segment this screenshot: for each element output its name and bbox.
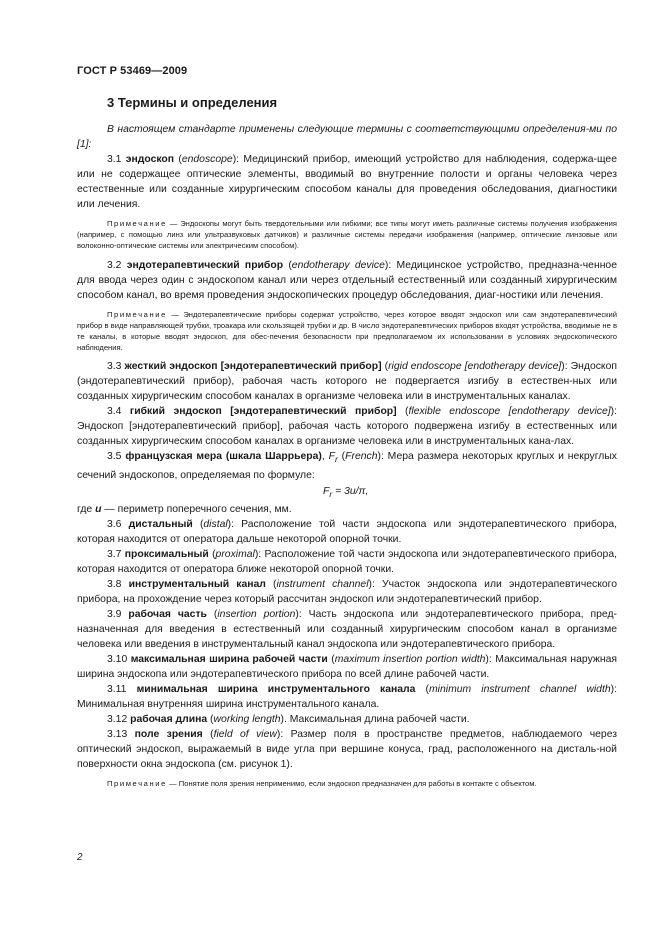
definition-3-11: 3.11 минимальная ширина инструментального канала (minimum instrument channel width): Минимальная внутренняя ширина инструментального канала. <box>77 683 617 710</box>
definition-3-13: 3.13 поле зрения (field of view): Размер поля в пространстве предметов, наблюдаемого через оптический эндоскоп, выражаемый в виде угла при вершине конуса, град, расположенного на дисталь-ной поверхности окна эндоскопа (см. рисунок 1). <box>77 728 618 770</box>
note-2 <box>77 309 617 354</box>
definition-3-2: 3.2 эндотерапевтический прибор (endotherapy device): Медицинское устройство, предназна-ченное для ввода через один с эндоскопом канал или через отдельный естественный или созданный хирургическим способом канал, во время проведения эндоскопических процедур обследования, диаг-ностики или лечения. <box>77 259 617 301</box>
definition-text: : Эндоскоп [эндотерапевтический прибор], рабочая часть которого подвержена изгибу в естественных или созданных хирургическим способом каналах в организме человека или в инструментальных кана-лах. <box>77 406 617 448</box>
definition-english: French <box>345 451 378 463</box>
formula: $F_r = 3u/\pi$, <box>323 485 369 499</box>
definition-term: максимальная ширина рабочей части <box>130 653 328 665</box>
definition-text: : Медицинский прибор, имеющий устройство для наблюдения, содержа-щее или не содержащее оптические элементы, вводимый во внутренние полости и органы человека через естественные или созданные хирургическим способом каналы для проведения обследования, диагностики или лечения. <box>77 154 617 210</box>
definition-term: жесткий эндоскоп [эндотерапевтический прибор] <box>124 361 382 373</box>
note-1 <box>77 218 617 252</box>
definition-term: поле зрения <box>134 728 203 740</box>
note-label: Примечание <box>107 219 167 228</box>
definition-english: flexible endoscope [endotherapy device] <box>408 406 611 418</box>
definition-3-6: 3.6 дистальный (distal): Расположение той части эндоскопа или эндотерапевтического прибора, которая находится от оператора дальше некоторой опорной точки. <box>77 518 617 545</box>
definition-term: проксимальный <box>124 548 209 560</box>
note-text: — Эндоскопы могут быть твердотельными или гибкими; все типы могут иметь различные системы получения изображения (например, с помощью линз или ультразвуковых датчиков) и различные системы передачи изображения (например, оптические линзовые или волоконно-оптические системы или электрическим способом). <box>77 219 617 251</box>
definition-text: . Максимальная длина рабочей части. <box>284 713 470 725</box>
definition-number: 3.7 <box>107 548 122 560</box>
definition-term: эндотерапевтический прибор <box>126 259 284 271</box>
definition-number: 3.6 <box>107 518 122 530</box>
note-3 <box>77 778 617 789</box>
formula-where: где u — периметр поперечного сечения, мм. <box>77 503 292 515</box>
definition-english: endotherapy device <box>291 259 385 271</box>
definition-english: insertion portion <box>217 608 296 620</box>
definition-3-4: 3.4 гибкий эндоскоп [эндотерапевтический прибор] (flexible endoscope [endotherapy device]): Эндоскоп [эндотерапевтический прибор], рабочая часть которого подвержена изгибу в естественных или созданных хирургическим способом каналах в организме человека или в инструментальных кана-лах. <box>77 406 617 448</box>
definition-number: 3.5 <box>107 451 122 463</box>
definition-english: maximum insertion portion width <box>334 653 486 665</box>
definition-3-10: 3.10 максимальная ширина рабочей части (maximum insertion portion width): Максимальная наружная ширина эндоскопа или эндотерапевтического прибора по всей длине рабочей части. <box>77 653 617 680</box>
document-header: ГОСТ Р 53469—2009 <box>77 65 188 77</box>
definition-3-12: 3.12 рабочая длина (working length). Максимальная длина рабочей части. <box>107 713 470 725</box>
definition-number: 3.9 <box>107 608 122 620</box>
definition-text: : Часть эндоскопа или эндотерапевтического прибора, пред-назначенная для введения в естественный или созданный хирургическим способом канал в организме человека или введения в инструментальный канал эндоскопа или эндотерапевтического прибора. <box>77 608 617 650</box>
definition-term: дистальный <box>128 518 193 530</box>
definition-number: 3.2 <box>107 259 122 271</box>
definition-text: : Расположение той части эндоскопа или эндотерапевтического прибора, которая находится от оператора ближе некоторой опорной точки. <box>77 548 617 575</box>
definition-english: rigid endoscope [endotherapy device] <box>388 361 562 373</box>
definition-text: : Мера размера некоторых круглых и некруглых сечений эндоскопов, определяемая по формуле: <box>77 451 617 481</box>
definition-english: minimum instrument channel width <box>429 683 611 695</box>
definition-term: гибкий эндоскоп [эндотерапевтический прибор] <box>129 406 397 418</box>
section-title: 3 Термины и определения <box>107 95 278 110</box>
definition-number: 3.3 <box>107 361 122 373</box>
definition-text: : Расположение той части эндоскопа или эндотерапевтического прибора, которая находится от оператора дальше некоторой опорной точки. <box>77 518 617 545</box>
document-body <box>77 122 617 795</box>
note-label: Примечание <box>107 778 167 788</box>
definition-number: 3.10 <box>107 653 128 665</box>
definition-number: 3.12 <box>107 713 128 725</box>
definition-3-7: 3.7 проксимальный (proximal): Расположение той части эндоскопа или эндотерапевтического прибора, которая находится от оператора ближе некоторой опорной точки. <box>77 548 617 575</box>
definition-text: : Максимальная наружная ширина эндоскопа или эндотерапевтического прибора по всей длине рабочей части. <box>77 653 617 680</box>
definition-english: instrument channel <box>276 578 369 590</box>
intro-paragraph: В настоящем стандарте применены следующие термины с соответствующими определения-ми по [1]: <box>77 124 617 150</box>
definition-3-1: 3.1 эндоскоп (endoscope): Медицинский прибор, имеющий устройство для наблюдения, содержа-щее или не содержащее оптические элементы, вводимый во внутренние полости и органы человека через естественные или созданные хирургическим способом каналы для проведения обследования, диагностики или лечения. <box>77 154 617 210</box>
definition-number: 3.1 <box>107 154 122 165</box>
definition-3-9: 3.9 рабочая часть (insertion portion): Часть эндоскопа или эндотерапевтического прибора, пред-назначенная для введения в естественный или созданный хирургическим способом канал в организме человека или введения в инструментальный канал эндоскопа или эндотерапевтического прибора. <box>77 608 617 650</box>
page-number: 2 <box>77 852 83 863</box>
definition-term: рабочая часть <box>128 608 207 620</box>
note-text: — Понятие поля зрения неприменимо, если эндоскоп предназначен для работы в контакте с объектом. <box>169 778 537 788</box>
definition-text: : Участок эндоскопа или эндотерапевтического прибора, на прохождение через который рассчитан эндоскоп или эндотерапевтический прибор. <box>77 578 617 605</box>
definition-english: working length <box>213 713 281 725</box>
definition-text: : Размер поля в пространстве предметов, наблюдаемого через оптический эндоскоп, выражаемый в виде угла при вершине конуса, град, расположенного на дисталь-ной поверхности окна эндоскопа (см. рисунок 1). <box>77 728 618 770</box>
definition-term: рабочая длина <box>130 713 208 725</box>
definition-text: : Эндоскоп (эндотерапевтический прибор), рабочая часть которого не подвергается изгибу в естествен-ных или созданных хирургическим способом каналах в организме человека или в инструментальных каналах. <box>77 361 617 403</box>
definition-number: 3.13 <box>107 728 128 740</box>
definition-term: французская мера (шкала Шаррьера) <box>125 451 322 463</box>
definition-term: инструментальный канал <box>128 578 266 590</box>
definition-symbol: $F_r$ <box>328 451 338 465</box>
definition-term: минимальная ширина инструментального канала <box>136 683 416 695</box>
definition-3-3: 3.3 жесткий эндоскоп [эндотерапевтический прибор] (rigid endoscope [endotherapy device]): Эндоскоп (эндотерапевтический прибор), рабочая часть которого не подвергается изгибу в естествен-ных или созданных хирургическим способом каналах в организме человека или в инструментальных каналах. <box>77 361 617 403</box>
definition-text: : Минимальная внутренняя ширина инструментального канала. <box>77 683 617 710</box>
definition-number: 3.11 <box>107 683 127 695</box>
definition-english: proximal <box>215 548 255 560</box>
definition-english: endoscope <box>181 154 233 165</box>
definition-term: эндоскоп <box>125 154 175 165</box>
definition-english: field of view <box>213 728 277 740</box>
note-label: Примечание <box>107 309 167 319</box>
definition-3-8: 3.8 инструментальный канал (instrument channel): Участок эндоскопа или эндотерапевтического прибора, на прохождение через который рассчитан эндоскоп или эндотерапевтический прибор. <box>77 578 617 605</box>
note-text: — Эндотерапевтические приборы содержат устройство, через которое вводят эндоскоп или сам эндотерапевтический прибор в виде направляющей трубки, троакара или скользящей трубки и др. В число эндотерапевтических приборов входят устройства, вводимые не в те каналы, в которые вводят эндоскоп, для обес-печения безопасности при предполагаемом их использовании в условиях эндоскопического наблюдения. <box>77 309 617 353</box>
definition-number: 3.4 <box>107 406 122 418</box>
definition-3-5: 3.5 французская мера (шкала Шаррьера), $F_r$ (French): Мера размера некоторых круглых и некруглых сечений эндоскопов, определяемая по формуле: <box>77 451 617 481</box>
definition-text: : Медицинское устройство, предназна-ченное для ввода через один с эндоскопом канал или через отдельный естественный или созданный хирургическим способом канал, во время проведения эндоскопических процедур обследования, диаг-ностики или лечения. <box>77 259 617 301</box>
definition-number: 3.8 <box>107 578 122 590</box>
definition-english: distal <box>203 518 228 530</box>
